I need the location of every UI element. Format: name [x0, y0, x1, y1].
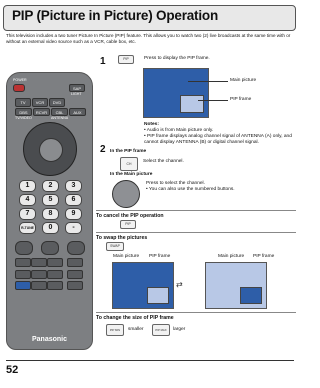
sap-button[interactable]: SAP	[69, 84, 85, 92]
number-8-button[interactable]: 8	[42, 208, 59, 220]
number-6-button[interactable]: 6	[65, 194, 82, 206]
page-number: 52	[6, 364, 19, 376]
size-heading: To change the size of PIP frame	[96, 312, 296, 321]
pip-key-icon: PIP	[118, 55, 134, 64]
select-channel-text: Select the channel.	[143, 159, 184, 164]
step1-pip-frame	[180, 95, 204, 113]
in-pip-frame-heading: In the PIP frame	[110, 149, 147, 154]
pip-max-remote-button[interactable]	[47, 281, 63, 290]
antenna-label: ANTENNA	[51, 116, 69, 120]
page-title: PIP (Picture in Picture) Operation	[12, 8, 218, 23]
number-4-button[interactable]: 4	[19, 194, 36, 206]
aux-button[interactable]: AUX	[69, 108, 86, 116]
smaller-text: smaller	[128, 327, 144, 332]
notes-list	[144, 128, 294, 146]
number-2-button[interactable]: 2	[42, 180, 59, 192]
dvd-button[interactable]: DVD	[49, 98, 65, 107]
step-1-number: 1	[100, 56, 106, 67]
ok-button[interactable]	[39, 138, 63, 162]
remote-control	[6, 72, 93, 350]
swap-left-main-label: Main picture	[113, 254, 140, 259]
pip-ch-key-icon: CH	[120, 157, 138, 171]
number-1-button[interactable]: 1	[19, 180, 36, 192]
cancel-heading: To cancel the PIP operation	[96, 210, 296, 219]
notes-title: Notes:	[144, 122, 159, 127]
pip-remote-button[interactable]	[15, 281, 31, 290]
tv-button[interactable]: TV	[15, 98, 31, 107]
larger-text: larger	[173, 327, 186, 332]
swap-left-screen	[112, 262, 174, 309]
freeze-button[interactable]	[15, 270, 31, 279]
step1-main-picture-label: Main picture	[230, 78, 257, 83]
swap-button-2[interactable]	[67, 281, 83, 290]
page-title-bar	[3, 5, 296, 31]
power-button[interactable]	[13, 84, 25, 92]
brand-logo: Panasonic	[31, 336, 67, 343]
dbs-button[interactable]: DBS	[15, 108, 32, 116]
swap-left-pip-frame	[147, 287, 169, 304]
light-label: LIGHT	[71, 92, 82, 96]
vcr-button[interactable]: VCR	[32, 98, 48, 107]
swap-remote-button[interactable]	[67, 258, 83, 267]
swap-key-icon: SWAP	[106, 242, 124, 251]
note-item: • PIP frame displays analog channel signal of ANTENNA (A) only, and cannot display ANTENNA (B) or digital channel signal.	[144, 134, 292, 145]
number-0-button[interactable]: 0	[42, 222, 59, 234]
swap-right-pip-label: PIP frame	[253, 254, 275, 259]
step1-pip-frame-label: PIP frame	[230, 97, 252, 102]
navigation-dial[interactable]	[23, 122, 77, 176]
swap-left-pip-label: PIP frame	[149, 254, 171, 259]
number-9-button[interactable]: 9	[65, 208, 82, 220]
step1-screen	[143, 68, 209, 118]
press-select-channel-text: Press to select the channel.	[146, 181, 205, 186]
step-2-number: 2	[100, 144, 106, 155]
numbered-buttons-text: • You can also use the numbered buttons.	[146, 187, 235, 192]
r-tune-button[interactable]: R-TUNE	[19, 222, 36, 234]
main-picture-pointer	[188, 81, 228, 82]
number-3-button[interactable]: 3	[65, 180, 82, 192]
pip-frame-pointer	[198, 100, 228, 101]
rew-button[interactable]	[15, 258, 31, 267]
in-main-picture-heading: In the Main picture	[110, 172, 153, 177]
intro-paragraph: This television includes a two tuner Picture In Picture (PIP) feature. This allows you to watch two (2) live broadcasts at the same time with or without an external video source such as a VCR, cable box, etc.	[6, 33, 291, 44]
search-button[interactable]	[47, 270, 63, 279]
number-5-button[interactable]: 5	[42, 194, 59, 206]
footer-rule	[6, 360, 294, 361]
note-item: • Audio is from Main picture only.	[144, 128, 214, 133]
swap-arrow-icon: ⇄	[176, 280, 183, 289]
play-button[interactable]	[41, 241, 59, 255]
pip-min-key-icon: PIP MIN	[106, 324, 124, 336]
ch-button[interactable]	[67, 241, 85, 255]
ff-button[interactable]	[47, 258, 63, 267]
move-button[interactable]	[67, 270, 83, 279]
rcvr-button[interactable]: RCVR	[33, 108, 50, 116]
swap-right-screen	[205, 262, 267, 309]
swap-heading: To swap the pictures	[96, 232, 296, 241]
power-label: POWER	[13, 78, 27, 82]
swap-right-pip-frame	[240, 287, 262, 304]
swap-right-main-label: Main picture	[218, 254, 245, 259]
dash-button[interactable]: -	[65, 222, 82, 234]
channel-dial-icon	[112, 180, 140, 208]
cancel-pip-key-icon: PIP	[120, 220, 136, 229]
pip-ch-button[interactable]	[31, 270, 47, 279]
cbl-button[interactable]: CBL	[51, 108, 68, 116]
stop-button[interactable]	[31, 258, 47, 267]
pip-min-remote-button[interactable]	[31, 281, 47, 290]
step-1-text: Press to display the PIP frame.	[144, 56, 210, 61]
vol-button[interactable]	[15, 241, 33, 255]
pip-max-key-icon: PIP MAX	[152, 324, 170, 336]
tv-video-label: TV/VIDEO	[15, 116, 32, 120]
number-7-button[interactable]: 7	[19, 208, 36, 220]
